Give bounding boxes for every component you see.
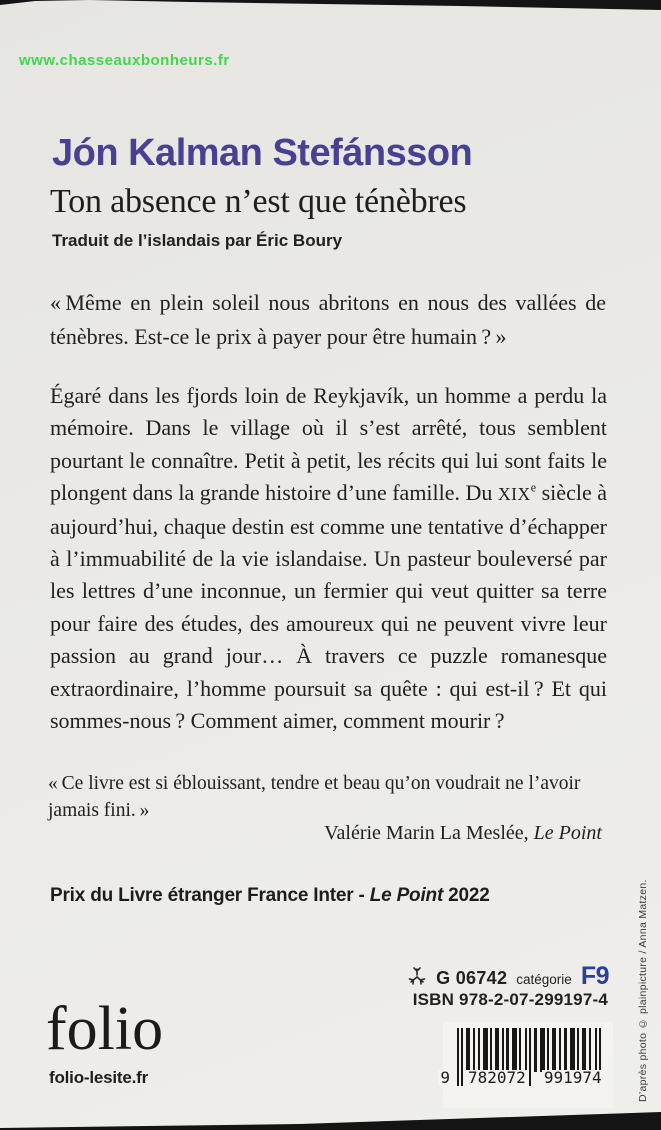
- category-label: catégorie: [516, 972, 572, 987]
- review-quote: « Ce livre est si éblouissant, tendre et beau qu’on voudrait ne l’avoir jamais fini. »: [48, 773, 581, 821]
- review-attribution: [50, 822, 602, 845]
- photo-credit: D’après photo © plainpicture / Anna Matzen.: [637, 879, 649, 1102]
- award-line: [50, 885, 610, 907]
- award-year: 2022: [443, 885, 490, 906]
- award-source: Le Point: [369, 885, 444, 906]
- folio-publisher-logo: folio: [46, 995, 164, 1063]
- barcode-digit-group-3: 991974: [543, 1068, 602, 1087]
- watermark-url: www.chasseauxbonheurs.fr: [19, 52, 230, 69]
- publisher-website: folio-lesite.fr: [49, 1068, 149, 1087]
- barcode-digits: [440, 1068, 603, 1087]
- imprint-row: [407, 962, 609, 991]
- synopsis-part1: Égaré dans les fjords loin de Reykjavík, un homme a perdu la mémoire. Dans le village où il s’est arrêté, tous semblent pourtant le connaître. Petit à petit, les récits qui lui sont faits le plongent dans la grande histoire d’une famille. Du: [50, 383, 607, 506]
- synopsis-part2: siècle à aujourd’hui, chaque destin est comme une tentative d’échapper à l’immuabilité de la vie islandaise. Un pasteur bouleversé par les lettres d’une inconnue, un fermier qui veut quitter sa terre pour faire des études, des amoureux qui ne peuvent vivre leur passion au grand jour… À travers ce puzzle romanesque extraordinaire, l’homme poursuit sa quête : qui est-il ? Et qui sommes-nous ? Comment aimer, comment mourir ?: [50, 480, 607, 734]
- print-code: G 06742: [436, 968, 508, 988]
- award-prefix: Prix du Livre étranger France Inter -: [50, 885, 370, 906]
- category-code: F9: [580, 962, 609, 990]
- author-name: Jón Kalman Stefánsson: [52, 132, 473, 174]
- review-source: Le Point: [533, 822, 602, 844]
- epigraph-quote: « Même en plein soleil nous abritons en nous des vallées de ténèbres. Est-ce le prix à payer pour être humain ? »: [50, 290, 606, 349]
- reviewer-name: Valérie Marin La Meslée,: [324, 822, 534, 844]
- barcode-digit-group-2: 782072: [468, 1068, 526, 1087]
- synopsis-century: XIX: [497, 484, 531, 505]
- synopsis-paragraph: [50, 380, 607, 737]
- isbn-number: ISBN 978-2-07-299197-4: [412, 990, 608, 1009]
- barcode: [440, 1022, 613, 1108]
- gallimard-logo-icon: [407, 966, 427, 991]
- translator-credit: Traduit de l’islandais par Éric Boury: [52, 231, 343, 250]
- book-title: Ton absence n’est que ténèbres: [50, 183, 467, 220]
- synopsis-century-ordinal: e: [530, 480, 537, 495]
- barcode-digit-group-1: 9: [440, 1068, 451, 1087]
